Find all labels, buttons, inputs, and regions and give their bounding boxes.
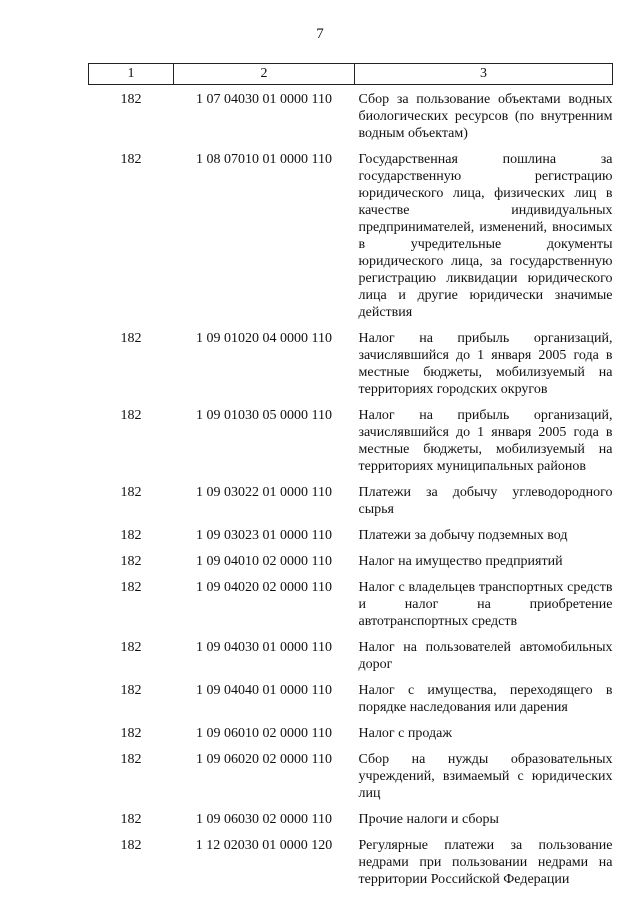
header-col-1: 1 <box>89 64 174 85</box>
budget-code-cell: 1 07 04030 01 0000 110 <box>196 92 332 107</box>
income-name-cell: Налог на пользователей автомобильных дорог <box>358 640 613 672</box>
header-col-2: 2 <box>174 64 355 85</box>
budget-codes-table <box>88 63 613 891</box>
income-name-cell: Сбор на нужды образовательных учреждений, взимаемый с юридических лиц <box>358 752 613 801</box>
budget-code-cell: 1 09 04040 01 0000 110 <box>196 683 332 698</box>
admin-code-cell: 182 <box>120 485 142 500</box>
income-name-cell: Прочие налоги и сборы <box>358 812 499 827</box>
admin-code-cell: 182 <box>120 152 142 167</box>
income-name-cell: Платежи за добычу углеводородного сырья <box>358 485 613 517</box>
table-row <box>89 324 613 401</box>
table-row <box>89 478 613 521</box>
admin-code-cell: 182 <box>120 554 142 569</box>
income-name-cell: Налог на имущество предприятий <box>358 554 563 569</box>
admin-code-cell: 182 <box>120 838 142 853</box>
income-name-cell: Налог с владельцев транспортных средств и налог на приобретение автотранспортных средств <box>358 580 613 629</box>
budget-code-cell: 1 12 02030 01 0000 120 <box>195 838 333 853</box>
table-row <box>89 676 613 719</box>
admin-code-cell: 182 <box>120 726 142 741</box>
table-row <box>89 719 613 745</box>
table-row <box>89 547 613 573</box>
budget-code-cell: 1 09 03023 01 0000 110 <box>196 528 332 543</box>
table-row <box>89 401 613 478</box>
budget-code-cell: 1 09 01020 04 0000 110 <box>196 331 332 346</box>
income-name-cell: Регулярные платежи за пользование недрами при пользовании недрами на территории Российской Федерации <box>358 838 613 887</box>
income-name-cell: Налог на прибыль организаций, зачислявшийся до 1 января 2005 года в местные бюджеты, мобилизуемый на территориях городских округов <box>358 331 613 397</box>
table-row <box>89 573 613 633</box>
admin-code-cell: 182 <box>120 408 142 423</box>
budget-code-cell: 1 09 06020 02 0000 110 <box>196 752 332 767</box>
income-name-cell: Налог на прибыль организаций, зачислявшийся до 1 января 2005 года в местные бюджеты, мобилизуемый на территориях муниципальных районов <box>358 408 613 474</box>
admin-code-cell: 182 <box>120 812 142 827</box>
table-row <box>89 85 613 146</box>
budget-code-cell: 1 09 03022 01 0000 110 <box>196 485 332 500</box>
table-row <box>89 745 613 805</box>
admin-code-cell: 182 <box>120 528 142 543</box>
table-row <box>89 633 613 676</box>
income-name-cell: Сбор за пользование объектами водных биологических ресурсов (по внутренним водным объектам) <box>358 92 613 141</box>
table-row <box>89 521 613 547</box>
budget-code-cell: 1 09 06030 02 0000 110 <box>196 812 332 827</box>
budget-code-cell: 1 09 04020 02 0000 110 <box>196 580 332 595</box>
budget-code-cell: 1 08 07010 01 0000 110 <box>196 152 332 167</box>
table-row <box>89 831 613 891</box>
header-col-3: 3 <box>355 64 613 85</box>
table-row <box>89 805 613 831</box>
income-name-cell: Налог с имущества, переходящего в порядке наследования или дарения <box>358 683 613 715</box>
income-name-cell: Платежи за добычу подземных вод <box>358 528 568 543</box>
budget-code-cell: 1 09 06010 02 0000 110 <box>196 726 332 741</box>
budget-code-cell: 1 09 04030 01 0000 110 <box>196 640 332 655</box>
table-header-row <box>89 64 613 85</box>
admin-code-cell: 182 <box>120 92 142 107</box>
income-name-cell: Налог с продаж <box>358 726 452 741</box>
income-name-cell: Государственная пошлина за государственную регистрацию юридического лица, физических лиц в качестве индивидуальных предпринимателей, изменений, вносимых в учредительные документы юридического лица, за государственную регистрацию ликвидации юридического лица и другие юридически значимые действия <box>358 152 613 320</box>
table-body <box>89 85 613 892</box>
table-row <box>89 145 613 324</box>
admin-code-cell: 182 <box>120 752 142 767</box>
admin-code-cell: 182 <box>120 580 142 595</box>
admin-code-cell: 182 <box>120 683 142 698</box>
admin-code-cell: 182 <box>120 331 142 346</box>
admin-code-cell: 182 <box>120 640 142 655</box>
budget-code-cell: 1 09 04010 02 0000 110 <box>196 554 332 569</box>
page-number: 7 <box>316 26 324 42</box>
budget-code-cell: 1 09 01030 05 0000 110 <box>196 408 332 423</box>
